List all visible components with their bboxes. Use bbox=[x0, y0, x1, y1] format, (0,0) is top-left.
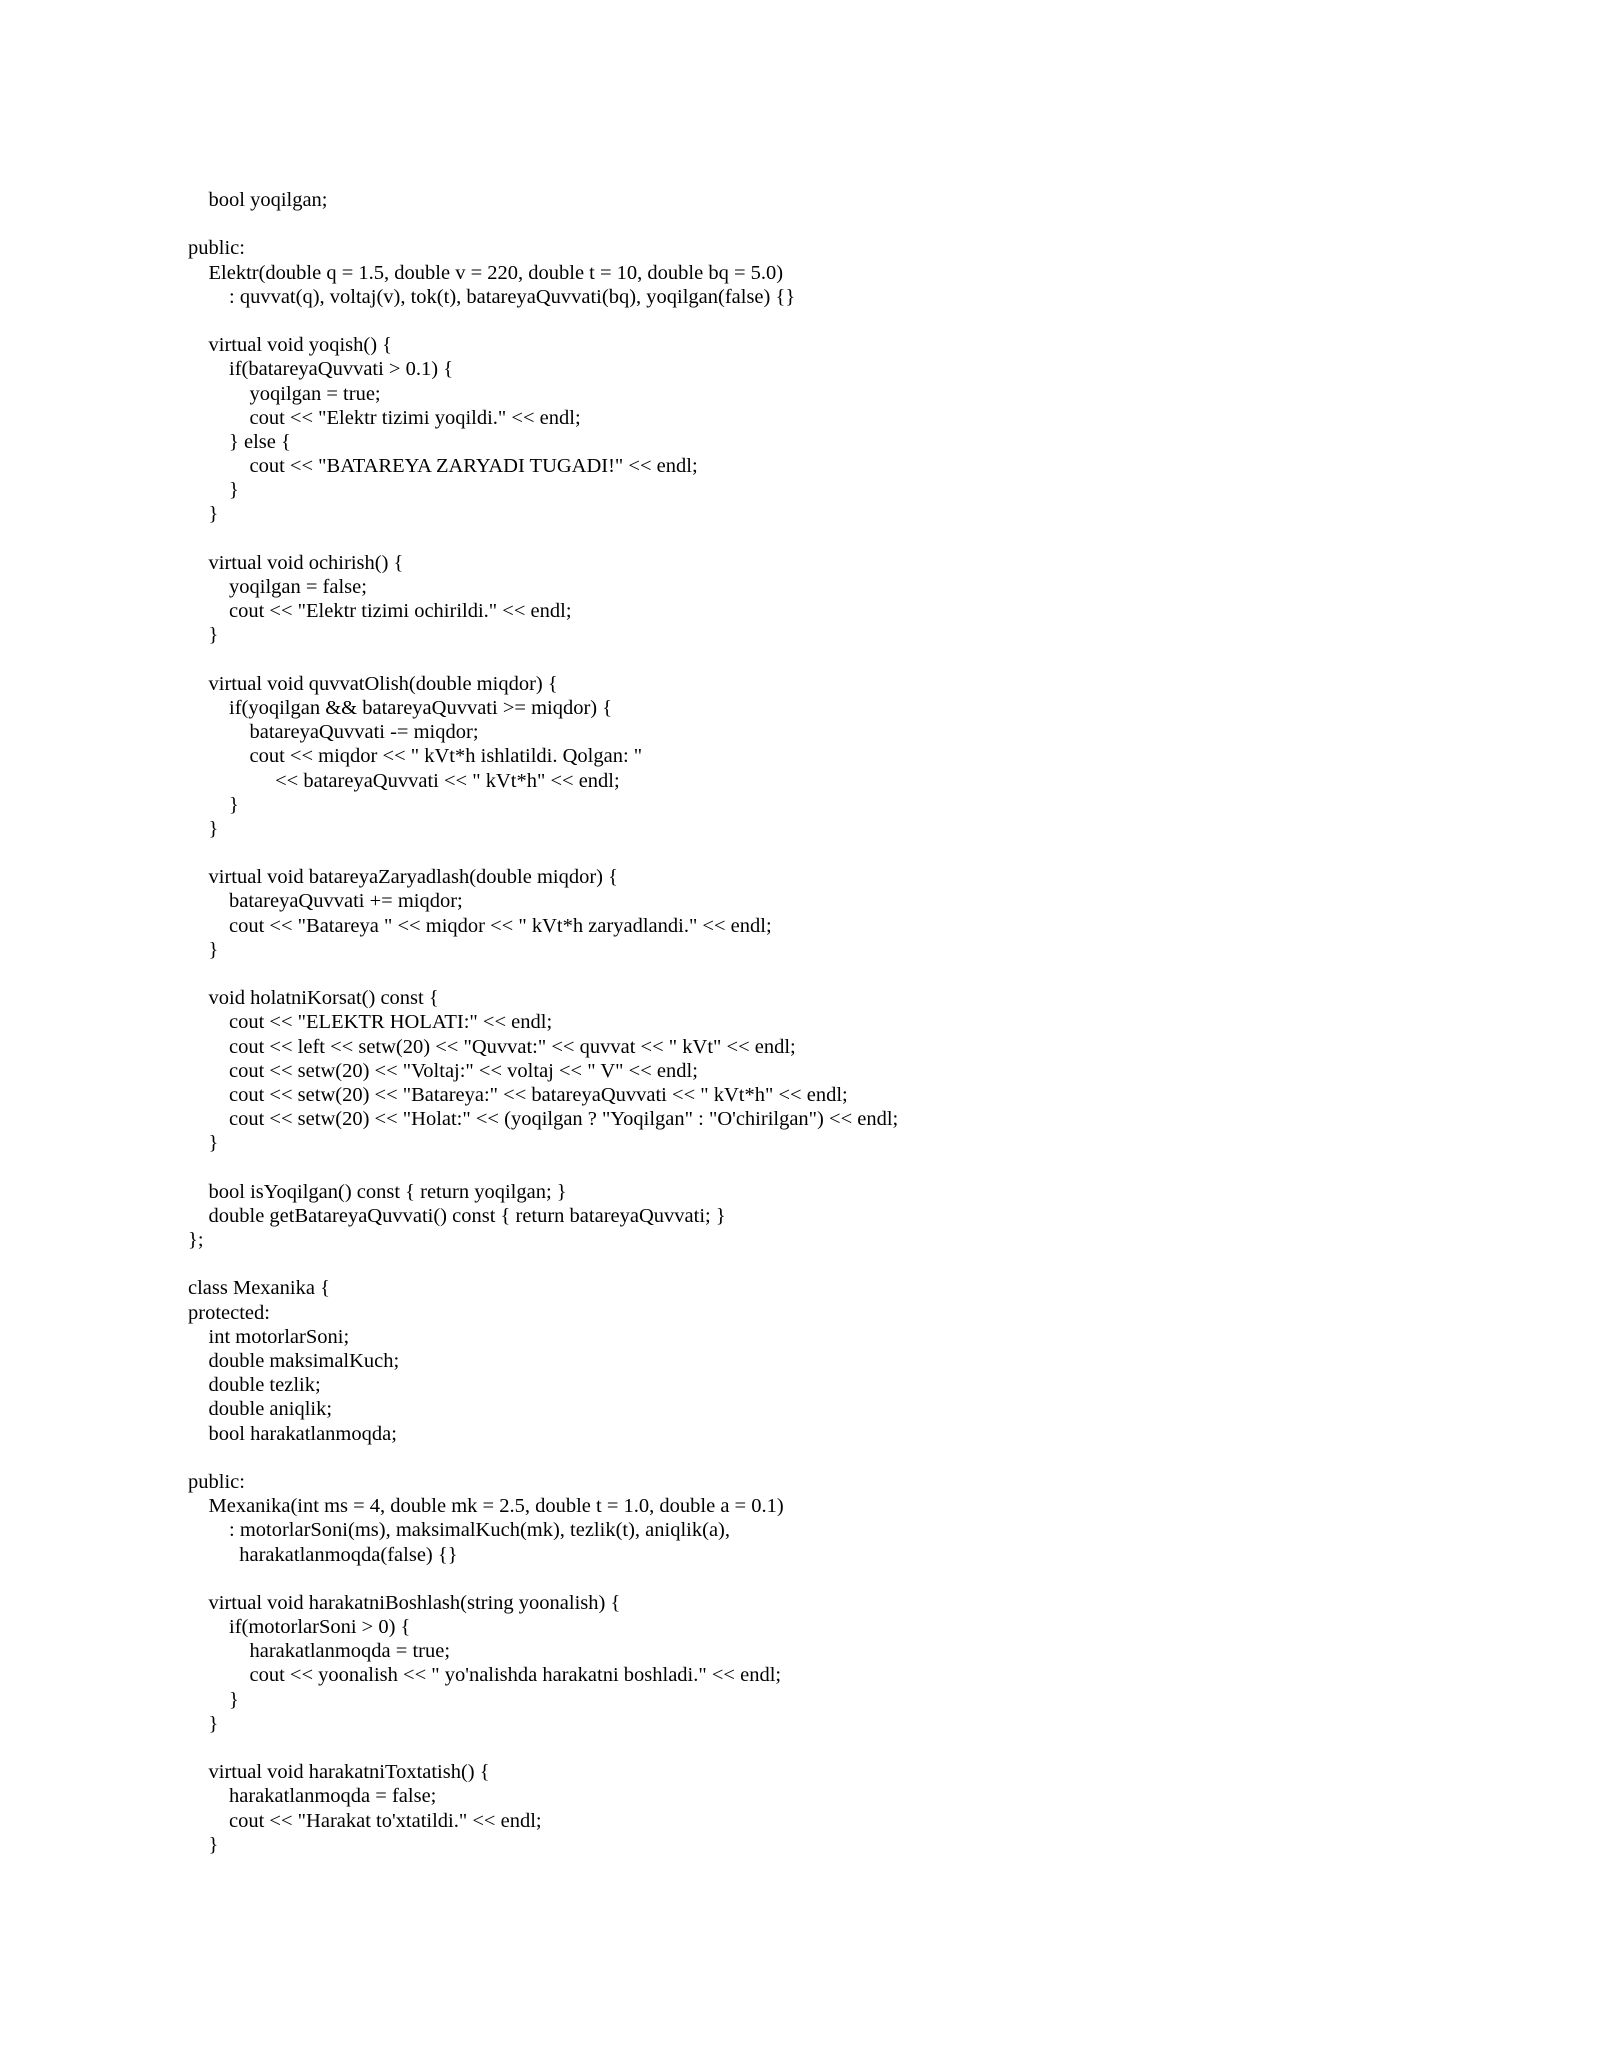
code-line: : motorlarSoni(ms), maksimalKuch(mk), tezlik(t), aniqlik(a), bbox=[188, 1519, 730, 1542]
code-line: cout << left << setw(20) << "Quvvat:" << quvvat << " kVt" << endl; bbox=[188, 1035, 796, 1058]
code-line: bool isYoqilgan() const { return yoqilgan; } bbox=[188, 1180, 567, 1203]
code-line: yoqilgan = true; bbox=[188, 382, 381, 405]
code-line: cout << setw(20) << "Holat:" << (yoqilgan ? "Yoqilgan" : "O'chirilgan") << endl; bbox=[188, 1108, 899, 1131]
code-line: double aniqlik; bbox=[188, 1398, 333, 1421]
code-line: cout << "Harakat to'xtatildi." << endl; bbox=[188, 1809, 542, 1832]
code-line: if(motorlarSoni > 0) { bbox=[188, 1616, 411, 1639]
code-line: virtual void yoqish() { bbox=[188, 334, 392, 357]
code-line: cout << setw(20) << "Batareya:" << batareyaQuvvati << " kVt*h" << endl; bbox=[188, 1083, 848, 1106]
code-line bbox=[188, 962, 898, 986]
code-line: << batareyaQuvvati << " kVt*h" << endl; bbox=[188, 769, 620, 792]
code-line: } bbox=[188, 793, 239, 816]
code-line: harakatlanmoqda(false) {} bbox=[188, 1543, 458, 1566]
code-line bbox=[188, 1567, 898, 1591]
code-line bbox=[188, 1156, 898, 1180]
code-line: double getBatareyaQuvvati() const { return batareyaQuvvati; } bbox=[188, 1204, 726, 1227]
code-line: cout << yoonalish << " yo'nalishda harakatni boshladi." << endl; bbox=[188, 1664, 782, 1687]
code-line: harakatlanmoqda = false; bbox=[188, 1785, 437, 1808]
code-line: } bbox=[188, 503, 219, 526]
code-line: } bbox=[188, 1688, 239, 1711]
code-line bbox=[188, 1252, 898, 1276]
code-line: virtual void batareyaZaryadlash(double miqdor) { bbox=[188, 866, 618, 889]
code-line: } bbox=[188, 1833, 219, 1856]
code-line: }; bbox=[188, 1229, 204, 1252]
code-line bbox=[188, 1736, 898, 1760]
code-line: } bbox=[188, 817, 219, 840]
code-line: double tezlik; bbox=[188, 1374, 321, 1397]
code-line: cout << "Elektr tizimi yoqildi." << endl; bbox=[188, 406, 581, 429]
code-line: virtual void quvvatOlish(double miqdor) { bbox=[188, 672, 558, 695]
code-line: int motorlarSoni; bbox=[188, 1325, 350, 1348]
code-line: bool yoqilgan; bbox=[188, 189, 328, 211]
code-line: if(batareyaQuvvati > 0.1) { bbox=[188, 358, 454, 381]
code-line bbox=[188, 648, 898, 672]
code-line bbox=[188, 841, 898, 865]
code-line: void holatniKorsat() const { bbox=[188, 987, 439, 1010]
code-line: batareyaQuvvati -= miqdor; bbox=[188, 721, 479, 744]
code-line: } bbox=[188, 479, 239, 502]
code-line: Mexanika(int ms = 4, double mk = 2.5, double t = 1.0, double a = 0.1) bbox=[188, 1495, 784, 1518]
code-line: cout << setw(20) << "Voltaj:" << voltaj << " V" << endl; bbox=[188, 1059, 698, 1082]
code-line: cout << miqdor << " kVt*h ishlatildi. Qolgan: " bbox=[188, 745, 643, 768]
code-line: virtual void harakatniToxtatish() { bbox=[188, 1761, 490, 1784]
code-line: protected: bbox=[188, 1301, 270, 1324]
code-line bbox=[188, 527, 898, 551]
code-line: } bbox=[188, 938, 219, 961]
code-line bbox=[188, 212, 898, 236]
code-line: harakatlanmoqda = true; bbox=[188, 1640, 451, 1663]
code-line: } bbox=[188, 1132, 219, 1155]
code-line: cout << "Elektr tizimi ochirildi." << endl; bbox=[188, 600, 572, 623]
code-line: bool harakatlanmoqda; bbox=[188, 1422, 397, 1445]
code-line: virtual void ochirish() { bbox=[188, 551, 404, 574]
code-line: batareyaQuvvati += miqdor; bbox=[188, 890, 463, 913]
code-line: } else { bbox=[188, 430, 291, 453]
code-line: } bbox=[188, 1712, 219, 1735]
code-line: cout << "ELEKTR HOLATI:" << endl; bbox=[188, 1011, 553, 1034]
code-line: class Mexanika { bbox=[188, 1277, 330, 1300]
code-line: cout << "Batareya " << miqdor << " kVt*h zaryadlandi." << endl; bbox=[188, 914, 772, 937]
code-line: } bbox=[188, 624, 219, 647]
code-line: : quvvat(q), voltaj(v), tok(t), batareyaQuvvati(bq), yoqilgan(false) {} bbox=[188, 285, 796, 308]
code-line bbox=[188, 1446, 898, 1470]
code-block bbox=[188, 188, 898, 1857]
code-line: Elektr(double q = 1.5, double v = 220, double t = 10, double bq = 5.0) bbox=[188, 261, 784, 284]
code-line: if(yoqilgan && batareyaQuvvati >= miqdor) { bbox=[188, 696, 613, 719]
code-line: double maksimalKuch; bbox=[188, 1350, 400, 1372]
code-line: cout << "BATAREYA ZARYADI TUGADI!" << endl; bbox=[188, 455, 698, 478]
code-line bbox=[188, 309, 898, 333]
code-line: public: bbox=[188, 237, 245, 260]
code-line: yoqilgan = false; bbox=[188, 576, 367, 598]
code-line: public: bbox=[188, 1470, 245, 1493]
code-line: virtual void harakatniBoshlash(string yoonalish) { bbox=[188, 1591, 621, 1614]
